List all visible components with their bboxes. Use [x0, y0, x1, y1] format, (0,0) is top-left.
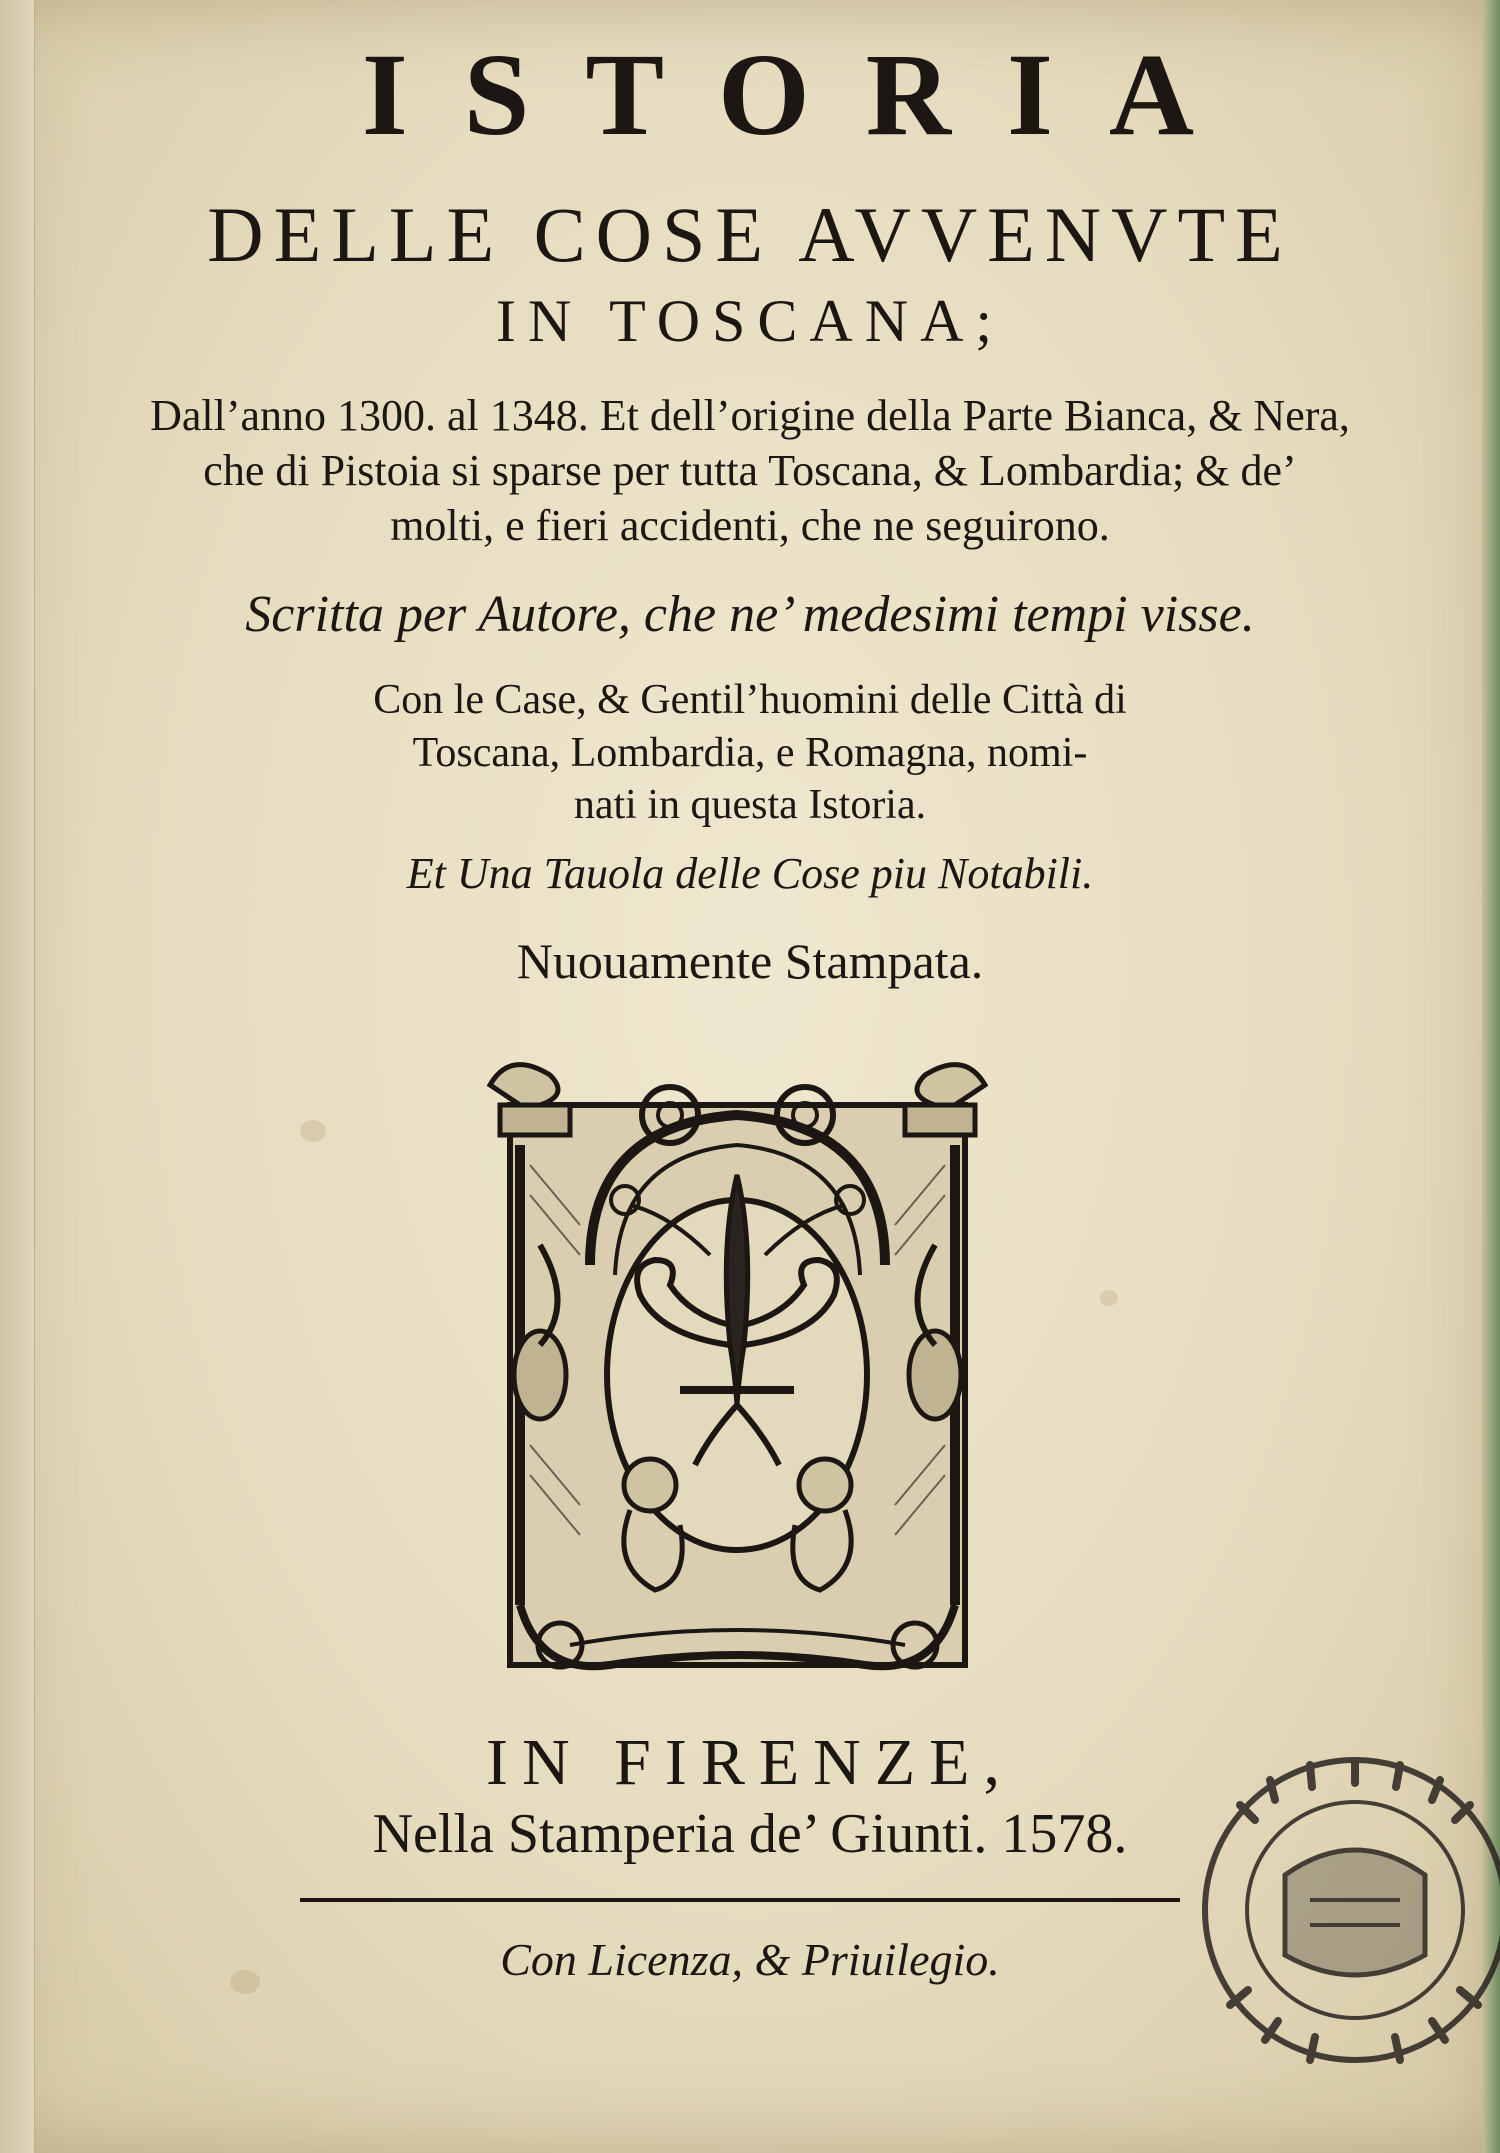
- houses-line: Con le Case, & Gentil’huomini delle Città di: [373, 677, 1127, 723]
- description-line: molti, e fieri accidenti, che ne seguirono.: [390, 501, 1110, 550]
- description-line: Dall’anno 1300. al 1348. Et dell’origine della Parte Bianca, & Nera,: [150, 391, 1350, 440]
- imprint-city: IN FIRENZE,: [486, 1726, 1014, 1799]
- library-stamp-icon: [1160, 1725, 1500, 2085]
- license-line: Con Licenza, & Priuilegio.: [500, 1934, 1000, 1985]
- houses-line: nati in questa Istoria.: [573, 782, 927, 828]
- foxing-spot: [1100, 1290, 1118, 1306]
- foxing-spot: [300, 1120, 326, 1142]
- subtitle-line-1: DELLE COSE AVVENVTE: [207, 191, 1293, 278]
- table-line: Et Una Tauola delle Cose piu Notabili.: [406, 849, 1094, 898]
- divider-rule: [300, 1898, 1180, 1902]
- edition-line: Nuouamente Stampata.: [516, 933, 984, 989]
- imprint-printer: Nella Stamperia de’ Giunti. 1578.: [372, 1803, 1128, 1865]
- book-title: ISTORIA: [361, 29, 1251, 160]
- florentine-lily-device-icon: [480, 1045, 995, 1695]
- author-line: Scritta per Autore, che ne’ medesimi tempi visse.: [245, 586, 1255, 643]
- houses-line: Toscana, Lombardia, e Romagna, nomi-: [412, 730, 1088, 776]
- description-line: che di Pistoia si sparse per tutta Toscana, & Lombardia; & de’: [203, 446, 1297, 495]
- subtitle-line-2: IN TOSCANA;: [495, 288, 1005, 354]
